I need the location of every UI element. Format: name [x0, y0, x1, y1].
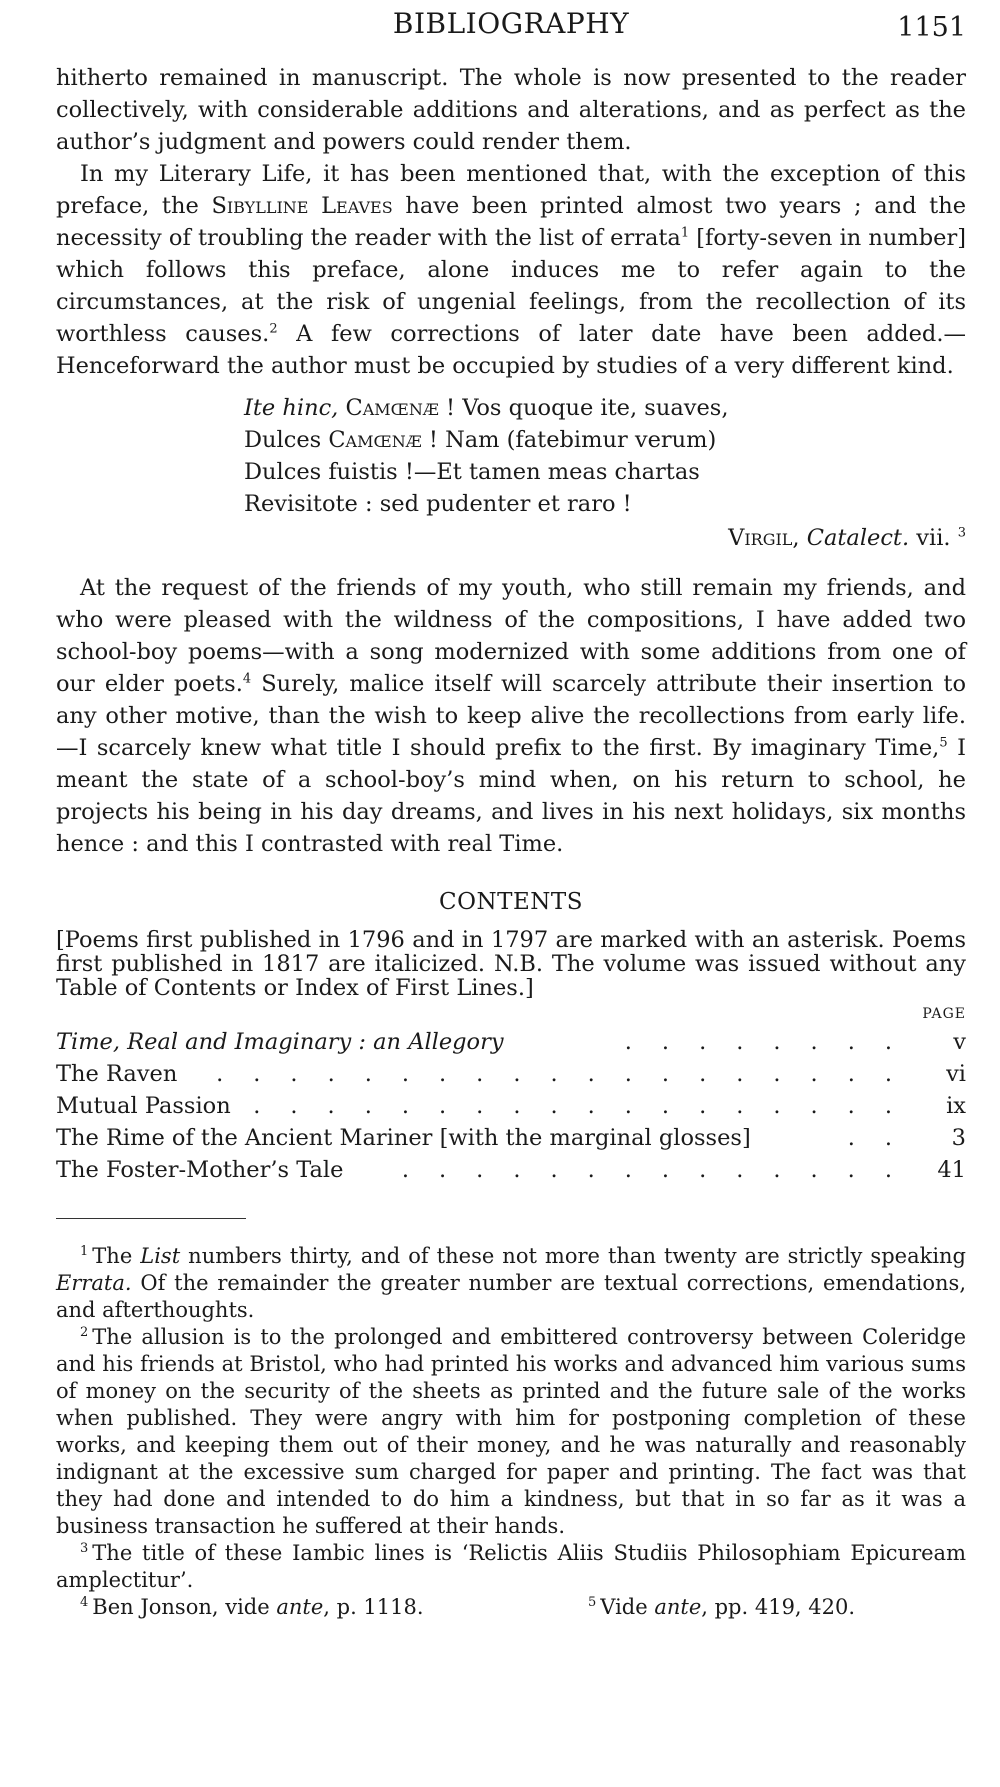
footnote-ref-5: 5 — [939, 735, 948, 751]
toc-entry[interactable] — [56, 1058, 966, 1090]
toc-entry[interactable] — [56, 1090, 966, 1122]
footnotes-4-5 — [56, 1594, 966, 1621]
toc-entry-page: 41 — [937, 1157, 966, 1183]
verse-line: Dulces fuistis !—Et tamen meas chartas — [244, 459, 700, 485]
toc-leader-dots: .............. — [401, 1157, 922, 1183]
toc-entry-page: v — [953, 1029, 966, 1055]
contents-heading: CONTENTS — [439, 889, 583, 915]
toc-leader-dots: ........ — [624, 1029, 922, 1055]
toc-entry-page: vi — [946, 1061, 966, 1087]
running-title: BIBLIOGRAPHY — [392, 7, 630, 40]
latin-verse — [244, 392, 966, 520]
footnote-ref-1: 1 — [680, 225, 690, 241]
footnote-2: $^2$ The allusion is to the prolonged and embittered controversy between Coleridge and his friends at Bristol, who had printed his works and advanced him various sums of money on the security of the sheets as printed and the future sale of the works when published. They were angry with him for postponing completion of these works, and keeping them out of their money, and he was naturally and reasonably indignant at the excessive sum charged for paper and printing. The fact was that they had done and intended to do him a kindness, but that in so far as it was a business transaction he suffered at their hands. — [56, 1325, 966, 1538]
page-column-label: PAGE — [922, 1006, 966, 1022]
verse-line: Dulces Camœnæ ! Nam (fatebimur verum) — [244, 427, 717, 453]
toc-leader-dots: .................. — [253, 1093, 922, 1119]
footnote-ref-3: 3 — [957, 525, 966, 541]
footnotes — [56, 1243, 966, 1621]
page-number: 1151 — [897, 12, 966, 43]
paragraph-school-boy-poems: At the request of the friends of my youth, who still remain my friends, and who were pleased with the wildness of the compositions, I have added two school-boy poems—with a song modernized with some additions from one of our elder poets.$^4$ Surely, malice itself will scarcely attribute their insertion to any other motive, than the wish to keep alive the recollections from early life.—I scarcely knew what title I should prefix to the first. By imaginary Time,$^5$ I meant the state of a school-boy’s mind when, on his return to school, he projects his being in his day dreams, and lives in his next holidays, six months hence : and this I contrasted with real Time. — [56, 575, 966, 857]
footnote-4: $^4$ Ben Jonson, vide ante, p. 1118. — [80, 1595, 424, 1619]
toc-entry-title: Mutual Passion — [56, 1093, 231, 1119]
running-header — [56, 0, 966, 62]
footnote-ref-4: 4 — [242, 671, 252, 687]
verse-line: Ite hinc, Camœnæ ! Vos quoque ite, suaves, — [244, 395, 729, 421]
footnote-3: $^3$ The title of these Iambic lines is ‘Relictis Aliis Studiis Philosophiam Epicuream amplectitur’. — [56, 1541, 966, 1592]
book-page — [56, 0, 966, 1787]
toc-entry-title: Time, Real and Imaginary : an Allegory — [56, 1029, 504, 1055]
toc-entry[interactable] — [56, 1026, 966, 1058]
footnote-ref-2: 2 — [269, 321, 278, 337]
contents-note: [Poems first published in 1796 and in 1797 are marked with an asterisk. Poems first published in 1817 are italicized. N.B. The volume was issued without any Table of Contents or Index of First Lines.] — [56, 927, 966, 1001]
toc-entry-title: The Foster-Mother’s Tale — [56, 1157, 344, 1183]
footnote-rule — [56, 1218, 246, 1219]
verse-line: Revisitote : sed pudenter et raro ! — [244, 491, 632, 517]
paragraph-literary-life: In my Literary Life, it has been mentioned that, with the exception of this preface, the Sibylline Leaves have been printed almost two years ; and the necessity of troubling the reader with the list of errata$^1$ [forty-seven in number] which follows this preface, alone induces me to refer again to the circumstances, at the risk of ungenial feelings, from the recollection of its worthless causes.$^2$ A few corrections of later date have been added.—Henceforward the author must be occupied by studies of a very different kind. — [56, 161, 967, 379]
toc-leader-dots: ................... — [216, 1061, 922, 1087]
contents-list — [56, 1026, 966, 1186]
toc-entry-title: The Rime of the Ancient Mariner [with the marginal glosses] — [56, 1125, 751, 1151]
toc-entry-page: 3 — [951, 1125, 966, 1151]
footnote-1: $^1$ The List numbers thirty, and of these not more than twenty are strictly speaking Errata. Of the remainder the greater number are textual corrections, emendations, and afterthoughts. — [56, 1244, 967, 1322]
sibylline-leaves-title: Sibylline Leaves — [211, 193, 393, 219]
toc-leader-dots: .. — [847, 1125, 922, 1151]
toc-entry-page: ix — [946, 1093, 966, 1119]
toc-entry-title: The Raven — [56, 1061, 178, 1087]
verse-attribution: Virgil, Catalect. vii. $^3$ — [728, 525, 966, 551]
paragraph-continuation: hitherto remained in manuscript. The whole is now presented to the reader collectively, with considerable additions and alterations, and as perfect as the author’s judgment and powers could render them. — [56, 65, 966, 155]
footnote-5: $^5$ Vide ante, pp. 419, 420. — [588, 1595, 856, 1619]
toc-entry[interactable] — [56, 1122, 966, 1154]
toc-entry[interactable] — [56, 1154, 966, 1186]
